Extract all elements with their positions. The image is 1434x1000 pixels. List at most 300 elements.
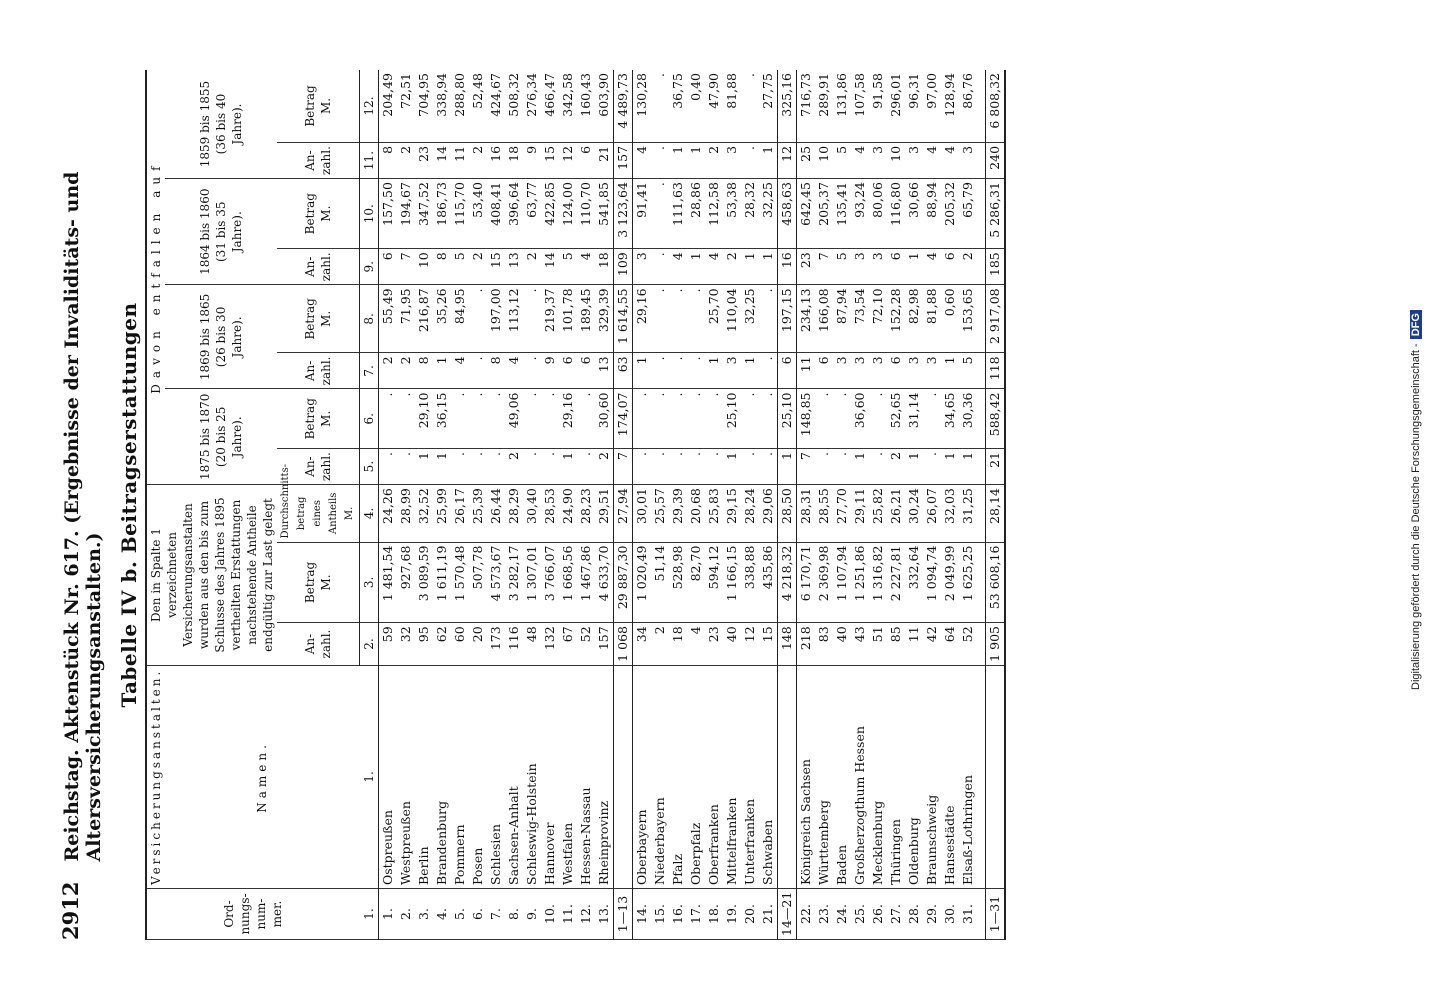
page-header — [58, 70, 105, 940]
ordnungsnummer-cell: 30. — [941, 889, 959, 940]
ordnungsnummer-cell: 19. — [723, 889, 741, 940]
value-cell: 52 — [577, 623, 595, 666]
value-cell: 28,99 — [397, 485, 415, 542]
value-cell: 25,10 — [723, 389, 741, 449]
value-cell: . — [759, 353, 778, 389]
value-cell: 205,32 — [941, 179, 959, 249]
value-cell: 4 — [705, 249, 723, 285]
value-cell: . — [379, 389, 398, 449]
value-cell: 14 — [541, 249, 559, 285]
value-cell: 28,31 — [797, 485, 816, 542]
anstalt-name-cell: Hessen-Nassau — [577, 665, 595, 888]
value-cell: 173 — [487, 623, 505, 666]
value-cell: 204,49 — [379, 70, 398, 142]
table-row — [415, 70, 433, 940]
table-row — [433, 70, 451, 940]
value-cell: 6 — [887, 249, 905, 285]
anstalt-name-cell: Hansestädte — [941, 665, 959, 888]
value-cell: 26,17 — [451, 485, 469, 542]
value-cell: . — [469, 353, 487, 389]
value-cell: 4 — [669, 249, 687, 285]
value-cell: 47,90 — [705, 70, 723, 142]
colno: 1. — [360, 889, 379, 940]
value-cell: 12 — [778, 142, 797, 178]
ordnungsnummer-cell: 11. — [559, 889, 577, 940]
ordnungsnummer-cell: 1. — [379, 889, 398, 940]
value-cell: . — [651, 249, 669, 285]
value-cell: 174,07 — [614, 389, 633, 449]
value-cell: 4 — [687, 623, 705, 666]
value-cell: 18 — [595, 249, 614, 285]
ordnungsnummer-cell: 6. — [469, 889, 487, 940]
value-cell: 2 — [887, 449, 905, 485]
value-cell: . — [541, 449, 559, 485]
value-cell: 325,16 — [778, 70, 797, 142]
value-cell: 34 — [633, 623, 652, 666]
value-cell: 6 — [887, 353, 905, 389]
ordnungsnummer-cell: 13. — [595, 889, 614, 940]
value-cell: . — [523, 449, 541, 485]
table-row — [651, 70, 669, 940]
value-cell: 36,75 — [669, 70, 687, 142]
value-cell: . — [577, 449, 595, 485]
value-cell: 329,39 — [595, 285, 614, 353]
value-cell: 51 — [869, 623, 887, 666]
value-cell: 7 — [397, 249, 415, 285]
value-cell: 49,06 — [505, 389, 523, 449]
table-row — [523, 70, 541, 940]
value-cell: 131,86 — [833, 70, 851, 142]
ordnungsnummer-cell: 1—31 — [986, 889, 1006, 940]
anstalt-name-cell: Mecklenburg — [869, 665, 887, 888]
value-cell: 86,76 — [959, 70, 977, 142]
value-cell: 53 608,16 — [986, 542, 1006, 623]
ordnungsnummer-cell: 14—21 — [778, 889, 797, 940]
anstalt-name-cell — [778, 665, 797, 888]
value-cell: 3 — [723, 353, 741, 389]
value-cell: 52,48 — [469, 70, 487, 142]
value-cell: 1 — [687, 249, 705, 285]
anstalt-name-cell: Oldenburg — [905, 665, 923, 888]
header-group-a: Den in Spalte 1 verzeichneten Versicherungsanstalten wurden aus den bis zum Schlusse des Jahres 1895 vertheilten Erstattungen nachstehende Antheile endgültig zur Last gelegt — [146, 485, 277, 666]
value-cell: 32,25 — [759, 179, 778, 249]
value-cell: 6 — [778, 353, 797, 389]
value-cell: 4 — [851, 142, 869, 178]
ordnungsnummer-cell: 8. — [505, 889, 523, 940]
value-cell: 26,21 — [887, 485, 905, 542]
value-cell: 9 — [523, 142, 541, 178]
value-cell: 338,88 — [741, 542, 759, 623]
value-cell: 3 — [959, 142, 977, 178]
table-body — [379, 70, 1006, 940]
value-cell: 1 — [759, 142, 778, 178]
value-cell: 1 — [741, 353, 759, 389]
value-cell: 60 — [451, 623, 469, 666]
value-cell: . — [923, 389, 941, 449]
anstalt-name-cell: Pommern — [451, 665, 469, 888]
value-cell: 113,12 — [505, 285, 523, 353]
header-versicherungsanstalten: Versicherungsanstalten. — [146, 665, 165, 888]
value-cell: 1 668,56 — [559, 542, 577, 623]
value-cell: 1 094,74 — [923, 542, 941, 623]
value-cell: 3 123,64 — [614, 179, 633, 249]
colno: 3. — [360, 542, 379, 623]
value-cell: 5 — [959, 353, 977, 389]
value-cell: 3 — [723, 142, 741, 178]
value-cell: 63 — [614, 353, 633, 389]
header-anzahl: An-zahl. — [277, 623, 360, 666]
value-cell: 84,95 — [451, 285, 469, 353]
value-cell: 29,15 — [723, 485, 741, 542]
value-cell: . — [687, 353, 705, 389]
anstalt-name-cell: Braunschweig — [923, 665, 941, 888]
anstalt-name-cell: Ostpreußen — [379, 665, 398, 888]
value-cell: 91,58 — [869, 70, 887, 142]
value-cell: 1 — [559, 449, 577, 485]
value-cell: . — [577, 389, 595, 449]
value-cell: 6 170,71 — [797, 542, 816, 623]
header-ordnungsnummer: Ord-nungs-num-mer. — [146, 889, 360, 940]
value-cell: 4 489,73 — [614, 70, 633, 142]
value-cell: 27,75 — [759, 70, 778, 142]
value-cell: . — [469, 285, 487, 353]
value-cell: 30,60 — [595, 389, 614, 449]
value-cell: . — [651, 70, 669, 142]
value-cell: 28,50 — [778, 485, 797, 542]
value-cell: 927,68 — [397, 542, 415, 623]
spacer-row — [977, 70, 986, 940]
value-cell: 4 633,70 — [595, 542, 614, 623]
value-cell: 5 286,31 — [986, 179, 1006, 249]
header-betrag: Betrag M. — [277, 179, 360, 249]
value-cell: 2 — [397, 353, 415, 389]
value-cell: 111,63 — [669, 179, 687, 249]
value-cell: 29 887,30 — [614, 542, 633, 623]
value-cell: 152,28 — [887, 285, 905, 353]
value-cell: 30,66 — [905, 179, 923, 249]
ordnungsnummer-cell: 27. — [887, 889, 905, 940]
value-cell: 110,70 — [577, 179, 595, 249]
table-row — [887, 70, 905, 940]
value-cell: 124,00 — [559, 179, 577, 249]
value-cell: 1 068 — [614, 623, 633, 666]
subtotal-row — [614, 70, 633, 940]
dfg-logo: DFG — [1410, 310, 1422, 339]
value-cell: 197,15 — [778, 285, 797, 353]
value-cell: . — [815, 449, 833, 485]
value-cell: 216,87 — [415, 285, 433, 353]
value-cell: 52,65 — [887, 389, 905, 449]
value-cell: 21 — [595, 142, 614, 178]
value-cell: 30,01 — [633, 485, 652, 542]
table-row — [741, 70, 759, 940]
value-cell: 32,52 — [415, 485, 433, 542]
value-cell: 20,68 — [687, 485, 705, 542]
table-row — [869, 70, 887, 940]
value-cell: 7 — [797, 449, 816, 485]
table-row — [941, 70, 959, 940]
value-cell: 28,24 — [741, 485, 759, 542]
table-row — [705, 70, 723, 940]
value-cell: . — [633, 389, 652, 449]
value-cell: 148 — [778, 623, 797, 666]
value-cell: 59 — [379, 623, 398, 666]
value-cell: 88,94 — [923, 179, 941, 249]
value-cell: . — [523, 285, 541, 353]
value-cell: 130,28 — [633, 70, 652, 142]
table-row — [487, 70, 505, 940]
table-row — [595, 70, 614, 940]
value-cell: 25,57 — [651, 485, 669, 542]
header-anzahl: An-zahl. — [277, 249, 360, 285]
value-cell: 1 — [687, 142, 705, 178]
value-cell: 97,00 — [923, 70, 941, 142]
value-cell: 157,50 — [379, 179, 398, 249]
value-cell: 24,26 — [379, 485, 398, 542]
table-row — [379, 70, 398, 940]
value-cell: 28,53 — [541, 485, 559, 542]
value-cell: 10 — [815, 142, 833, 178]
value-cell: 25,83 — [705, 485, 723, 542]
value-cell: 32,25 — [741, 285, 759, 353]
table-row — [577, 70, 595, 940]
table-row — [669, 70, 687, 940]
ordnungsnummer-cell: 18. — [705, 889, 723, 940]
value-cell: 128,94 — [941, 70, 959, 142]
value-cell: . — [705, 389, 723, 449]
value-cell: 32,03 — [941, 485, 959, 542]
value-cell: 10 — [887, 142, 905, 178]
colno: 1. — [360, 665, 379, 888]
value-cell: 3 — [869, 249, 887, 285]
anstalt-name-cell: Oberfranken — [705, 665, 723, 888]
value-cell: 6 — [577, 353, 595, 389]
value-cell: . — [687, 389, 705, 449]
value-cell: 332,64 — [905, 542, 923, 623]
value-cell: 72,10 — [869, 285, 887, 353]
grand-total-row — [986, 70, 1006, 940]
value-cell: 1 — [778, 449, 797, 485]
value-cell: 109 — [614, 249, 633, 285]
value-cell: . — [541, 389, 559, 449]
value-cell: 7 — [614, 449, 633, 485]
value-cell: 85 — [887, 623, 905, 666]
value-cell: 36,15 — [433, 389, 451, 449]
header-betrag: Betrag M. — [277, 389, 360, 449]
value-cell: 40 — [833, 623, 851, 666]
value-cell: 1 — [415, 449, 433, 485]
value-cell: . — [705, 449, 723, 485]
value-cell: 8 — [487, 353, 505, 389]
value-cell: 118 — [986, 353, 1006, 389]
value-cell: 1 614,55 — [614, 285, 633, 353]
value-cell: 80,06 — [869, 179, 887, 249]
value-cell: 603,90 — [595, 70, 614, 142]
value-cell: . — [487, 389, 505, 449]
value-cell: . — [397, 389, 415, 449]
value-cell: . — [741, 70, 759, 142]
value-cell: . — [651, 285, 669, 353]
value-cell: 1 — [433, 353, 451, 389]
value-cell: 93,24 — [851, 179, 869, 249]
value-cell: . — [651, 179, 669, 249]
value-cell: . — [651, 389, 669, 449]
value-cell: 40 — [723, 623, 741, 666]
ordnungsnummer-cell: 15. — [651, 889, 669, 940]
ordnungsnummer-cell: 3. — [415, 889, 433, 940]
table-row — [851, 70, 869, 940]
value-cell: 30,36 — [959, 389, 977, 449]
column-number-row — [360, 70, 379, 940]
value-cell: 12 — [559, 142, 577, 178]
value-cell: 3 — [905, 353, 923, 389]
value-cell: 1 — [433, 449, 451, 485]
ordnungsnummer-cell: 25. — [851, 889, 869, 940]
ordnungsnummer-cell: 20. — [741, 889, 759, 940]
value-cell: 25 — [797, 142, 816, 178]
value-cell: 3 282,17 — [505, 542, 523, 623]
value-cell: 91,41 — [633, 179, 652, 249]
value-cell: 29,10 — [415, 389, 433, 449]
value-cell: . — [451, 449, 469, 485]
value-cell: 234,13 — [797, 285, 816, 353]
value-cell: 6 — [379, 249, 398, 285]
value-cell: 4 218,32 — [778, 542, 797, 623]
value-cell: 528,98 — [669, 542, 687, 623]
colno: 11. — [360, 142, 379, 178]
value-cell: 67 — [559, 623, 577, 666]
ordnungsnummer-cell: 14. — [633, 889, 652, 940]
anstalt-name-cell: Schlesien — [487, 665, 505, 888]
value-cell: 6 — [815, 353, 833, 389]
ordnungsnummer-cell: 7. — [487, 889, 505, 940]
ordnungsnummer-cell: 28. — [905, 889, 923, 940]
table-row — [397, 70, 415, 940]
value-cell: 197,00 — [487, 285, 505, 353]
value-cell: 42 — [923, 623, 941, 666]
value-cell: . — [523, 353, 541, 389]
value-cell: 26,07 — [923, 485, 941, 542]
header-anzahl: An-zahl. — [277, 353, 360, 389]
value-cell: 28,55 — [815, 485, 833, 542]
value-cell: 23 — [797, 249, 816, 285]
value-cell: 53,38 — [723, 179, 741, 249]
header-period-2: 1869 bis 1865 (26 bis 30 Jahre). — [165, 285, 277, 389]
value-cell: . — [633, 449, 652, 485]
value-cell: 11 — [905, 623, 923, 666]
value-cell: 8 — [415, 353, 433, 389]
value-cell: 435,86 — [759, 542, 778, 623]
ordnungsnummer-cell: 12. — [577, 889, 595, 940]
ordnungsnummer-cell: 23. — [815, 889, 833, 940]
value-cell: 29,16 — [633, 285, 652, 353]
value-cell: 8 — [433, 249, 451, 285]
anstalt-name-cell: Pfalz — [669, 665, 687, 888]
anstalt-name-cell: Oberbayern — [633, 665, 652, 888]
value-cell: 132 — [541, 623, 559, 666]
ordnungsnummer-cell: 4. — [433, 889, 451, 940]
value-cell: 1 — [941, 353, 959, 389]
value-cell: 28,29 — [505, 485, 523, 542]
colno: 9. — [360, 249, 379, 285]
table-row — [687, 70, 705, 940]
table-row — [905, 70, 923, 940]
value-cell: 26,44 — [487, 485, 505, 542]
anstalt-name-cell: Sachsen-Anhalt — [505, 665, 523, 888]
value-cell: 1 307,01 — [523, 542, 541, 623]
value-cell: 6 808,32 — [986, 70, 1006, 142]
value-cell: 23 — [415, 142, 433, 178]
value-cell: 4 — [923, 249, 941, 285]
value-cell: . — [869, 389, 887, 449]
value-cell: 28,32 — [741, 179, 759, 249]
value-cell: 27,70 — [833, 485, 851, 542]
ordnungsnummer-cell: 22. — [797, 889, 816, 940]
value-cell: . — [669, 449, 687, 485]
value-cell: 83 — [815, 623, 833, 666]
value-cell: 27,94 — [614, 485, 633, 542]
anstalt-name-cell: Posen — [469, 665, 487, 888]
value-cell: . — [651, 449, 669, 485]
value-cell: 11 — [797, 353, 816, 389]
table-row — [723, 70, 741, 940]
ordnungsnummer-cell: 9. — [523, 889, 541, 940]
ordnungsnummer-cell: 24. — [833, 889, 851, 940]
anstalt-name-cell: Westpreußen — [397, 665, 415, 888]
value-cell: 10 — [415, 249, 433, 285]
value-cell: 55,49 — [379, 285, 398, 353]
value-cell: . — [833, 389, 851, 449]
table-row — [797, 70, 816, 940]
table-row — [451, 70, 469, 940]
value-cell: 1 251,86 — [851, 542, 869, 623]
value-cell: 508,32 — [505, 70, 523, 142]
value-cell: 5 — [833, 142, 851, 178]
value-cell: 116 — [505, 623, 523, 666]
value-cell: . — [669, 353, 687, 389]
value-cell: 34,65 — [941, 389, 959, 449]
value-cell: 185 — [986, 249, 1006, 285]
value-cell: 32 — [397, 623, 415, 666]
value-cell: 48 — [523, 623, 541, 666]
value-cell: 2 — [523, 249, 541, 285]
value-cell: 642,45 — [797, 179, 816, 249]
value-cell: 160,43 — [577, 70, 595, 142]
value-cell: . — [379, 449, 398, 485]
colno: 7. — [360, 353, 379, 389]
ordnungsnummer-cell: 10. — [541, 889, 559, 940]
value-cell: 3 — [833, 353, 851, 389]
value-cell: 2 — [651, 623, 669, 666]
ordnungsnummer-cell: 2. — [397, 889, 415, 940]
anstalt-name-cell: Westfalen — [559, 665, 577, 888]
digitization-credit: Digitalisierung gefördert durch die Deutsche Forschungsgemeinschaft -DFG — [1410, 0, 1422, 1000]
value-cell: . — [469, 449, 487, 485]
value-cell: 219,37 — [541, 285, 559, 353]
value-cell: 1 — [959, 449, 977, 485]
value-cell: 96,31 — [905, 70, 923, 142]
value-cell: 3 — [851, 353, 869, 389]
header-period-1: 1875 bis 1870 (20 bis 25 Jahre). — [165, 389, 277, 485]
value-cell: . — [687, 449, 705, 485]
value-cell: 1 107,94 — [833, 542, 851, 623]
value-cell: 4 — [577, 249, 595, 285]
anstalt-name-cell: Rheinprovinz — [595, 665, 614, 888]
value-cell: 541,85 — [595, 179, 614, 249]
value-cell: 3 — [923, 353, 941, 389]
value-cell: 2 — [723, 249, 741, 285]
value-cell: 2 — [469, 249, 487, 285]
